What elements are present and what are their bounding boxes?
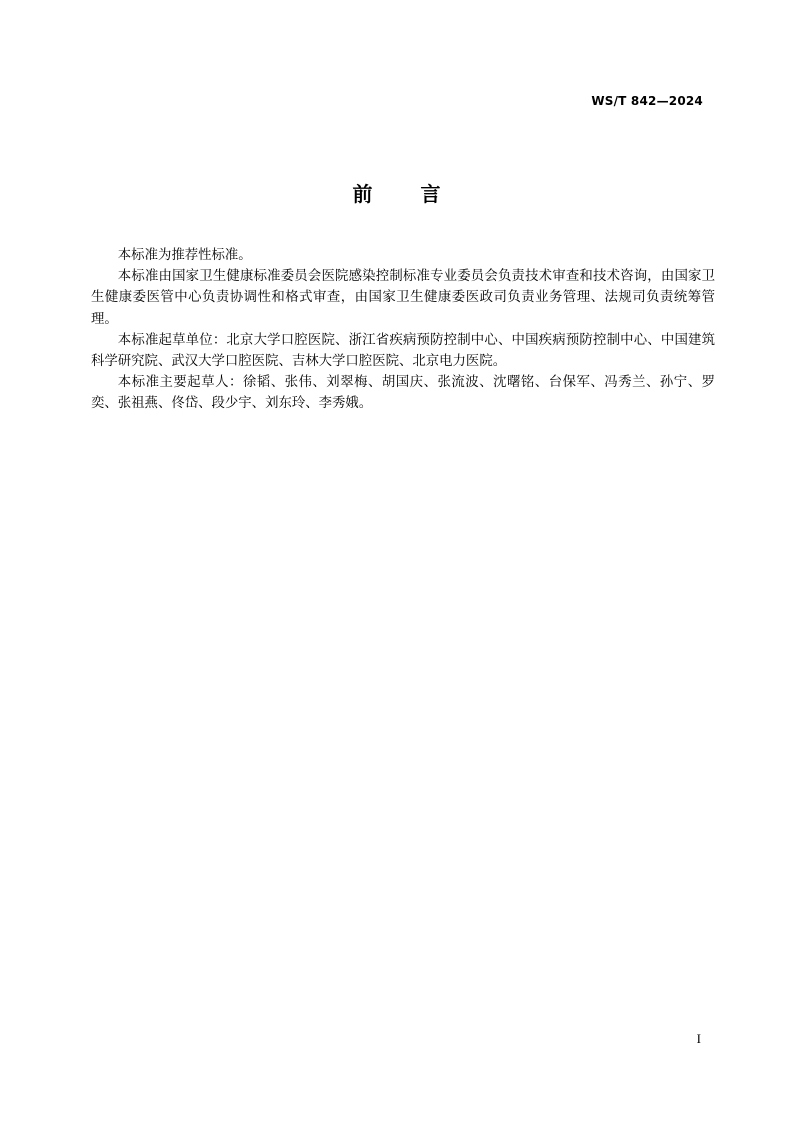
paragraph-review: 本标准由国家卫生健康标准委员会医院感染控制标准专业委员会负责技术审查和技术咨询，由国家卫生健康委医管中心负责协调性和格式审查，由国家卫生健康委医政司负责业务管理、法规司负责统筹管理。 [91,269,715,327]
foreword-body [91,245,715,415]
paragraph-drafters: 本标准主要起草人：徐韬、张伟、刘翠梅、胡国庆、张流波、沈曙铭、台保军、冯秀兰、孙宁、罗奕、张祖燕、佟岱、段少宇、刘东玲、李秀娥。 [91,375,715,412]
page-number: I [696,1031,701,1046]
paragraph-nature: 本标准为推荐性标准。 [117,248,252,263]
title-char-1: 前 [352,182,373,206]
document-code: WS/T 842—2024 [591,94,703,108]
page-title [0,178,793,207]
title-char-2: 言 [420,182,441,206]
paragraph-drafting-units: 本标准起草单位：北京大学口腔医院、浙江省疾病预防控制中心、中国疾病预防控制中心、中国建筑科学研究院、武汉大学口腔医院、吉林大学口腔医院、北京电力医院。 [91,332,715,370]
